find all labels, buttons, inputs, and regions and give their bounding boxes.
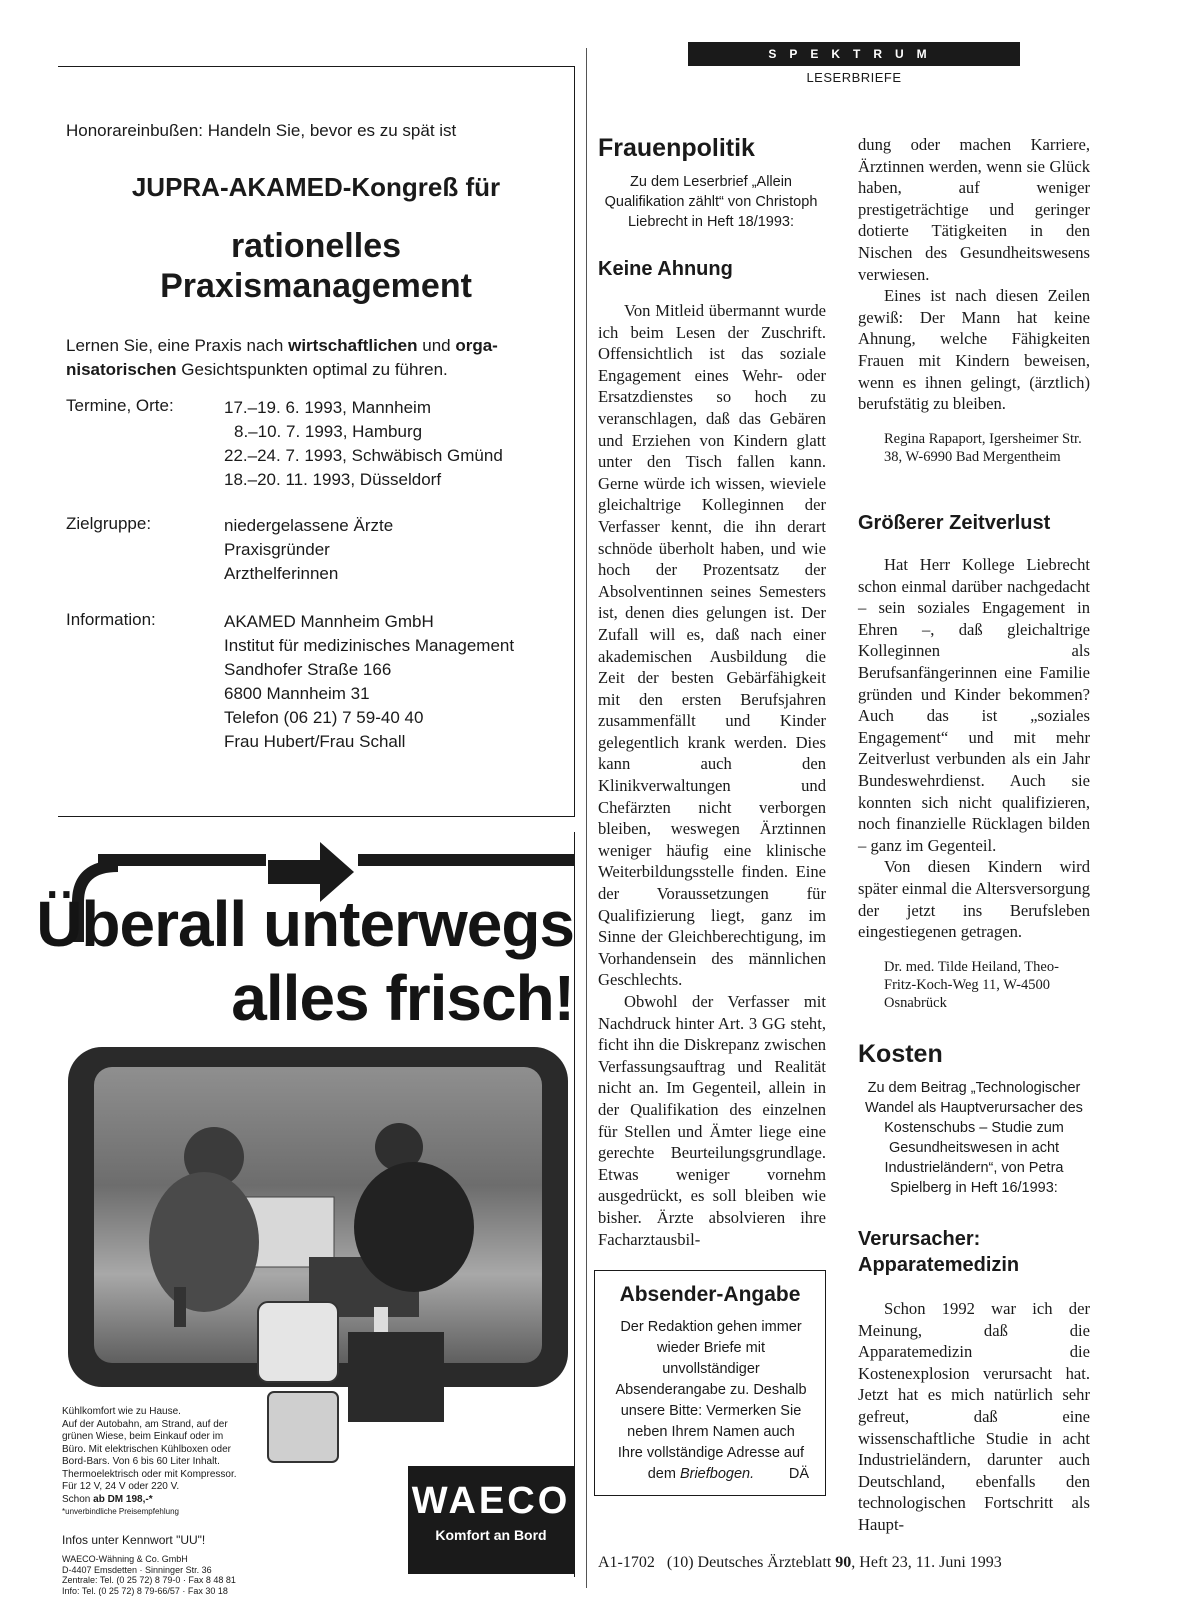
letter-title-frauenpolitik: Frauenpolitik [598,134,755,162]
copy-line: Büro. Mit elektrischen Kühlboxen oder [62,1443,231,1455]
issue-date: , Heft 23, 11. Juni 1993 [851,1554,1002,1571]
zielgruppe-label: Zielgruppe: [66,514,152,533]
copy-line: Bord-Bars. Von 6 bis 60 Liter Inhalt. [62,1456,220,1467]
info-item: 6800 Mannheim 31 [224,684,370,703]
subtitle-line: Apparatemedizin [858,1254,1020,1276]
ad-intro: Honorareinbußen: Handeln Sie, bevor es zu spät ist [66,121,457,140]
termin-item: 17.–19. 6. 1993, Mannheim [224,398,431,417]
zielgruppe-list [224,514,393,586]
slogan-line2: alles frisch! [231,962,574,1034]
paragraph: Obwohl der Verfasser mit Nachdruck hinter Art. 3 GG steht, ficht ihn die Diskrepanz zwischen Verfassungsauftrag und Realität nicht an. Im Gegenteil, allein in der Qualifikation des einzelnen für Stellen und Ämter liege eine gerechte Beurteilungsgrundlage. Etwas weniger vornehm ausgedrückt, es soll bleiben wie bisher. Ärzte absolvieren ihre Facharztausbil- [598,992,826,1249]
address-line: D-4407 Emsdetten · Sinninger Str. 36 [62,1564,212,1575]
paragraph: Von diesen Kindern wird später einmal die Altersversorgung der jetzt ins Berufsleben eingestiegenen getragen. [858,857,1090,942]
letter-title-zeitverlust: Größerer Zeitverlust [858,512,1051,534]
box-title: Absender-Angabe [619,1283,801,1306]
termine-list [224,396,503,492]
letter-title-kosten: Kosten [858,1040,943,1068]
section-banner: SPEKTRUM [688,42,1020,66]
paragraph: Von Mitleid übermannt wurde ich beim Lesen der Zuschrift. Offensichtlich ist das soziale Engagement eines Wehr- oder Ersatzdienstes so hoch zu veranschlagen, daß das Gebären und Erziehen von Kindern glatt unter den Tisch fallen kann. Gerne würde ich wissen, wieviele gleichaltrige Kolleginnen der Verfasser kennt, die ihn derart schnöde überholt haben, und wie hoch der Prozentsatz der Absolventinnen seines Semesters ist, denen dies gelungen ist. Der Zufall will es, daß nach einer akademischen Ausbildung die Zeit der besten Gebärfähigkeit mit den ersten Berufsjahren zusammenfällt und Kinder gelegentlich krank werden. Dies kann auch den Klinikverwaltungen und Chefärzten nicht verborgen bleiben, weswegen Ärztinnen weniger häufig eine klinische Weiterbildungsstelle finden. Eine der Voraussetzungen für Qualifizierung liegt, ganz im Sinne der Gleichberechtigung, im Vorhandensein des männlichen Geschlechts. [598,301,826,990]
termin-item: 18.–20. 11. 1993, Düsseldorf [224,470,442,489]
copy-line: grünen Wiese, beim Einkauf oder im [62,1431,224,1442]
copy-line: Für 12 V, 24 V oder 220 V. [62,1481,180,1492]
copy-line: Kühlkomfort wie zu Hause. [62,1406,181,1417]
termin-item: 8.–10. 7. 1993, Hamburg [234,422,423,441]
paragraph: dung oder machen Karriere, Ärztinnen werden, wenn sie Glück haben, auf weniger prestigeträchtige und geringer dotierte Tätigkeiten in den Nischen des Gesundheitswesens verwiesen. [858,135,1090,284]
letter-body-kosten [858,1298,1090,1536]
absender-box [594,1270,826,1496]
waeco-advertisement [36,832,575,1596]
info-label: Information: [66,610,156,629]
logo-text: WAECO [411,1480,571,1522]
copy-line: Thermoelektrisch oder mit Kompressor. [62,1468,237,1480]
box-text: Der Redaktion gehen immer wieder Briefe mit unvollständiger Absenderangabe zu. Deshalb unsere Bitte: Vermerken Sie neben Ihrem Namen auch Ihre vollständige Adresse auf dem [615,1319,807,1482]
letter-signature: Dr. med. Tilde Heiland, Theo-Fritz-Koch-Weg 11, W-4500 Osnabrück [884,959,1059,1011]
zielgruppe-item: Praxisgründer [224,540,330,559]
ad-title-line2: rationelles [230,227,402,265]
address-line: WAECO-Wähning & Co. GmbH [62,1554,188,1564]
desc-text: und [417,336,456,355]
price-prefix: Schon [62,1493,94,1505]
ad-title-line3: Praxismanagement [160,267,472,305]
letter-subtitle [858,1226,1019,1278]
subtitle-line: Verursacher: [858,1228,981,1250]
volume: 90 [835,1554,852,1571]
termine-label: Termine, Orte: [66,396,174,415]
logo-tagline: Komfort an Bord [435,1527,547,1543]
desc-text: Gesichtspunkten optimal zu führen. [176,360,448,379]
subsection-label: LESERBRIEFE [806,70,902,85]
column-divider [586,48,587,1588]
journal-name: (10) Deutsches Ärzteblatt [666,1554,832,1571]
zielgruppe-item: Arzthelferinnen [224,564,339,583]
desc-bold: wirtschaftlichen [288,336,418,355]
slogan-line1: Überall unterwegs [36,888,574,960]
letter-context: Zu dem Leserbrief „Allein Qualifikation zählt“ von Christoph Liebrecht in Heft 18/1993: [604,174,818,230]
page-number: A1-1702 [598,1554,655,1571]
desc-bold: orga-nisatorischen [66,336,498,379]
waeco-address [62,1554,236,1596]
paragraph: Hat Herr Kollege Liebrecht schon einmal darüber nachgedacht – sein soziales Engagement in Ehren –, daß gleichaltrige Kolleginnen als Berufsanfängerinnen eine Familie gründen und Kinder bekommen? Auch das ist „soziales Engagement“ und mit mehr Zeitverlust verbunden als ein Jahr Bundeswehrdienst. Auch sie konnten sich nicht qualifizieren, noch finanzielle Rücklagen bilden – ganz im Gegenteil. [858,555,1090,855]
address-line: Info: Tel. (0 25 72) 8 79-66/57 · Fax 30 18 [62,1585,228,1596]
letter-body-col2 [858,134,1090,415]
letter-subtitle: Keine Ahnung [598,258,733,280]
zielgruppe-item: niedergelassene Ärzte [224,516,394,535]
paragraph: Schon 1992 war ich der Meinung, daß die Apparatemedizin die Kostenexplosion verursacht hat. Jetzt hat es mich natürlich sehr gefreut, daß eine wissenschaftliche Studie in acht Industrieländern, darunter auch Deutschland, ebenfalls den technologischen Fortschritt als Haupt- [858,1299,1090,1534]
termin-item: 22.–24. 7. 1993, Schwäbisch Gmünd [224,446,503,465]
letter-signature: Regina Rapaport, Igersheimer Str. 38, W-6990 Bad Mergentheim [884,431,1082,465]
info-item: Institut für medizinisches Management [224,636,515,655]
box-initials: DÄ [788,1466,809,1482]
desc-text: Lernen Sie, eine Praxis nach [66,336,289,355]
info-item: Frau Hubert/Frau Schall [224,732,406,751]
ad-title-main [58,226,574,306]
letter-context: Zu dem Beitrag „Technologischer Wandel als Hauptverursacher des Kostenschubs – Studie zum Gesundheitswesen in acht Industrieländern“, von Petra Spielberg in Heft 16/1993: [865,1080,1083,1196]
copy-line: Auf der Autobahn, am Strand, auf der [62,1418,228,1430]
coolbox-products-image [248,1292,448,1472]
waeco-logo [408,1466,574,1574]
box-body [613,1317,809,1485]
letter-body-zeitverlust [858,554,1090,943]
price-note: *unverbindliche Preisempfehlung [62,1507,179,1516]
info-item: Telefon (06 21) 7 59-40 40 [224,708,424,727]
page-footer [598,1554,1118,1572]
paragraph: Eines ist nach diesen Zeilen gewiß: Der Mann hat keine Ahnung, welche Fähigkeiten Frauen mit Kindern beweisen, wenn es ihnen gelingt, (ärztlich) berufstätig zu bleiben. [858,286,1090,414]
price-line [62,1494,322,1507]
box-italic: Briefbogen. [679,1466,755,1482]
address-line: Zentrale: Tel. (0 25 72) 8 79-0 · Fax 8 48 81 [62,1575,236,1585]
ad-description [66,334,566,382]
price: ab DM 198,-* [93,1493,153,1505]
info-item: AKAMED Mannheim GmbH [224,612,434,631]
ad-title-line1: JUPRA-AKAMED-Kongreß für [131,172,501,202]
info-list [224,610,514,754]
akamed-advertisement [58,66,575,817]
letter-body-col1 [598,300,826,1250]
kennwort: Infos unter Kennwort "UU"! [62,1533,206,1547]
info-item: Sandhofer Straße 166 [224,660,392,679]
